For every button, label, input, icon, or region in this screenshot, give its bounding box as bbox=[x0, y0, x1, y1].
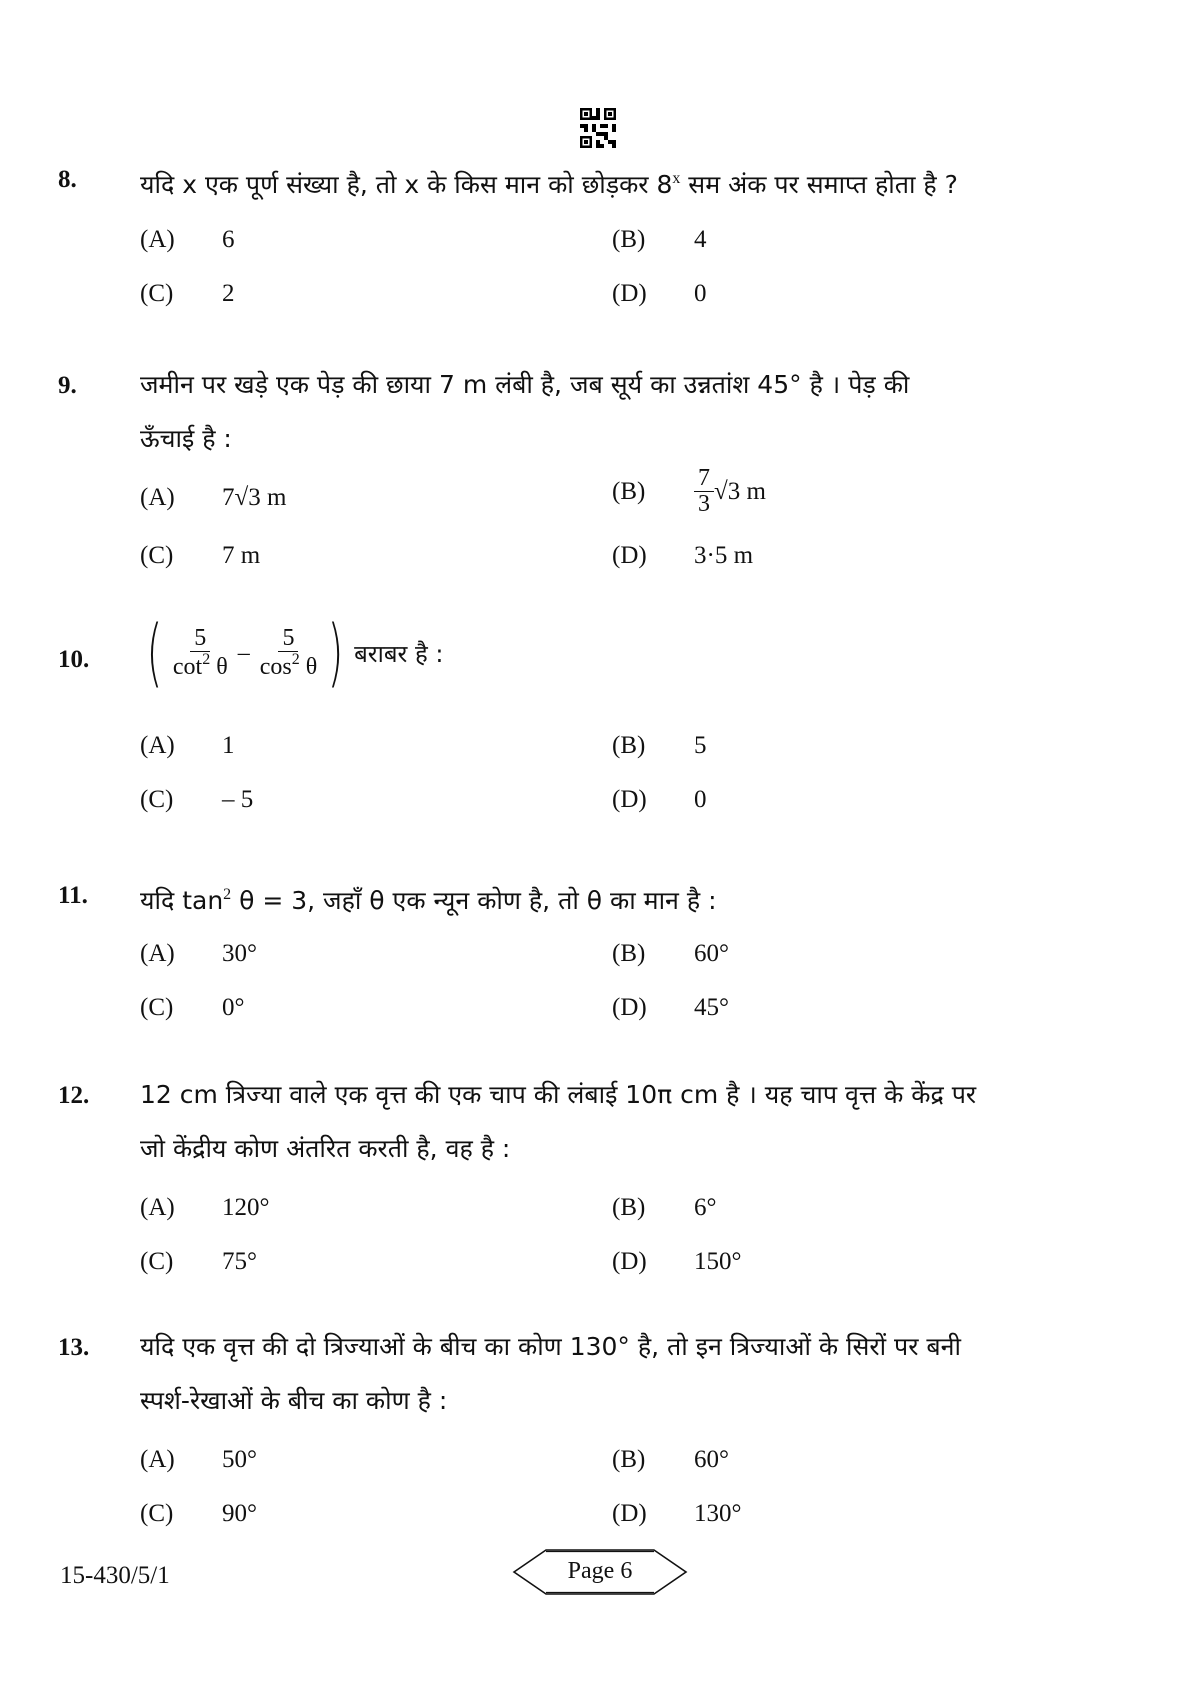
question-number: 12. bbox=[58, 1082, 90, 1109]
option-label: (A) bbox=[140, 484, 175, 511]
left-paren: ( bbox=[146, 610, 163, 696]
option-d[interactable] bbox=[612, 1248, 742, 1276]
option-value: 5 bbox=[694, 732, 707, 759]
option-value: 0 bbox=[694, 280, 707, 307]
option-c[interactable] bbox=[140, 542, 260, 570]
question-text-line: ऊँचाई है : bbox=[140, 424, 232, 453]
option-c[interactable] bbox=[140, 280, 235, 308]
exponent: x bbox=[672, 170, 681, 187]
exponent: 2 bbox=[202, 651, 211, 668]
option-value: 6 bbox=[222, 226, 235, 253]
option-value: 45° bbox=[694, 994, 729, 1021]
option-label: (D) bbox=[612, 1248, 647, 1275]
option-a[interactable] bbox=[140, 732, 235, 760]
question-text-part: यदि tan bbox=[140, 886, 224, 915]
option-a[interactable] bbox=[140, 226, 235, 254]
page-number-badge bbox=[512, 1548, 688, 1596]
question-number: 10. bbox=[58, 646, 90, 673]
option-value: 60° bbox=[694, 940, 729, 967]
fraction-numerator: 5 bbox=[278, 626, 298, 652]
option-label: (B) bbox=[612, 1446, 646, 1473]
option-d[interactable] bbox=[612, 994, 729, 1022]
option-label: (C) bbox=[140, 542, 174, 569]
fraction-2 bbox=[256, 626, 322, 680]
option-label: (D) bbox=[612, 994, 647, 1021]
option-b[interactable] bbox=[612, 466, 766, 517]
option-label: (D) bbox=[612, 786, 647, 813]
question-number: 11. bbox=[58, 882, 88, 909]
theta: θ bbox=[210, 654, 228, 680]
option-value: 2 bbox=[222, 280, 235, 307]
right-paren: ) bbox=[327, 610, 344, 696]
fn-cos: cos bbox=[259, 654, 292, 680]
option-d[interactable] bbox=[612, 280, 707, 308]
option-value: 60° bbox=[694, 1446, 729, 1473]
option-c[interactable] bbox=[140, 1500, 257, 1528]
option-label: (D) bbox=[612, 1500, 647, 1527]
option-value: 7√3 m bbox=[222, 484, 287, 511]
option-value: – 5 bbox=[222, 786, 254, 813]
exponent: 2 bbox=[291, 651, 300, 668]
question-number: 13. bbox=[58, 1334, 90, 1361]
option-label: (A) bbox=[140, 1446, 175, 1473]
paper-code: 15-430/5/1 bbox=[60, 1562, 170, 1589]
option-a[interactable] bbox=[140, 1194, 270, 1222]
option-label: (B) bbox=[612, 940, 646, 967]
fraction-numerator: 7 bbox=[694, 466, 714, 492]
option-c[interactable] bbox=[140, 994, 245, 1022]
option-value: 30° bbox=[222, 940, 257, 967]
exponent: 2 bbox=[223, 886, 232, 903]
option-value: 130° bbox=[694, 1500, 742, 1527]
question-text bbox=[140, 1320, 1080, 1428]
option-value: 7 m bbox=[222, 542, 261, 569]
question-text-part: यदि x एक पूर्ण संख्या है, तो x के किस मान को छोड़कर 8 bbox=[140, 170, 673, 199]
option-value: 75° bbox=[222, 1248, 257, 1275]
qr-code-icon bbox=[580, 108, 616, 148]
option-label: (B) bbox=[612, 226, 646, 253]
option-label: (A) bbox=[140, 732, 175, 759]
option-a[interactable] bbox=[140, 1446, 257, 1474]
option-b[interactable] bbox=[612, 226, 707, 254]
option-label: (B) bbox=[612, 477, 646, 505]
option-label: (D) bbox=[612, 542, 647, 569]
option-value: 6° bbox=[694, 1194, 717, 1221]
theta: θ bbox=[299, 654, 318, 680]
question-text-part: सम अंक पर समाप्त होता है ? bbox=[680, 170, 958, 199]
option-label: (C) bbox=[140, 1248, 174, 1275]
option-c[interactable] bbox=[140, 786, 253, 814]
option-value: 90° bbox=[222, 1500, 257, 1527]
option-value: 3·5 m bbox=[694, 542, 754, 569]
option-label: (A) bbox=[140, 1194, 175, 1221]
page-label: Page 6 bbox=[567, 1558, 633, 1584]
option-label: (C) bbox=[140, 1500, 174, 1527]
option-value: √3 m bbox=[714, 477, 766, 505]
minus-sign: – bbox=[237, 639, 250, 666]
option-b[interactable] bbox=[612, 940, 729, 968]
option-value: 4 bbox=[694, 226, 707, 253]
fraction-denominator bbox=[169, 652, 232, 680]
option-value: 0 bbox=[694, 786, 707, 813]
option-label: (B) bbox=[612, 1194, 646, 1221]
question-text-line: जमीन पर खड़े एक पेड़ की छाया 7 m लंबी है, जब सूर्य का उन्नतांश 45° है । पेड़ की bbox=[140, 370, 910, 399]
question-text bbox=[140, 1068, 1080, 1176]
option-label: (C) bbox=[140, 994, 174, 1021]
fraction-1 bbox=[169, 626, 232, 680]
question-text-line: जो केंद्रीय कोण अंतरित करती है, वह है : bbox=[140, 1134, 511, 1163]
option-b[interactable] bbox=[612, 1446, 729, 1474]
question-number: 8. bbox=[58, 166, 77, 193]
fraction-denominator bbox=[256, 652, 322, 680]
fn-cot: cot bbox=[172, 654, 203, 680]
question-text bbox=[140, 358, 1080, 466]
question-text-line: यदि एक वृत्त की दो त्रिज्याओं के बीच का कोण 130° है, तो इन त्रिज्याओं के सिरों पर बनी bbox=[140, 1332, 962, 1361]
question-text-line: 12 cm त्रिज्या वाले एक वृत्त की एक चाप की लंबाई 10π cm है । यह चाप वृत्त के केंद्र पर bbox=[140, 1080, 977, 1109]
option-value: 1 bbox=[222, 732, 235, 759]
option-label: (A) bbox=[140, 940, 175, 967]
question-expression bbox=[140, 610, 1080, 696]
fraction-numerator: 5 bbox=[190, 626, 210, 652]
option-label: (D) bbox=[612, 280, 647, 307]
option-a[interactable] bbox=[140, 484, 286, 512]
option-value: 120° bbox=[222, 1194, 270, 1221]
question-text bbox=[140, 152, 1080, 212]
option-b[interactable] bbox=[612, 1194, 717, 1222]
option-d[interactable] bbox=[612, 1500, 742, 1528]
option-b[interactable] bbox=[612, 732, 707, 760]
option-value: 0° bbox=[222, 994, 245, 1021]
question-text-line: स्पर्श-रेखाओं के बीच का कोण है : bbox=[140, 1386, 448, 1415]
question-text-part: बराबर है : bbox=[354, 639, 444, 668]
option-value: 50° bbox=[222, 1446, 257, 1473]
option-d[interactable] bbox=[612, 542, 753, 570]
fraction bbox=[694, 466, 714, 517]
option-d[interactable] bbox=[612, 786, 707, 814]
option-label: (A) bbox=[140, 226, 175, 253]
option-label: (C) bbox=[140, 280, 174, 307]
option-value: 150° bbox=[694, 1248, 742, 1275]
question-text-part: θ = 3, जहाँ θ एक न्यून कोण है, तो θ का मान है : bbox=[231, 886, 717, 915]
option-a[interactable] bbox=[140, 940, 257, 968]
option-label: (B) bbox=[612, 732, 646, 759]
question-number: 9. bbox=[58, 372, 77, 399]
fraction-denominator: 3 bbox=[698, 491, 710, 518]
option-c[interactable] bbox=[140, 1248, 257, 1276]
question-text bbox=[140, 868, 1080, 928]
option-label: (C) bbox=[140, 786, 174, 813]
